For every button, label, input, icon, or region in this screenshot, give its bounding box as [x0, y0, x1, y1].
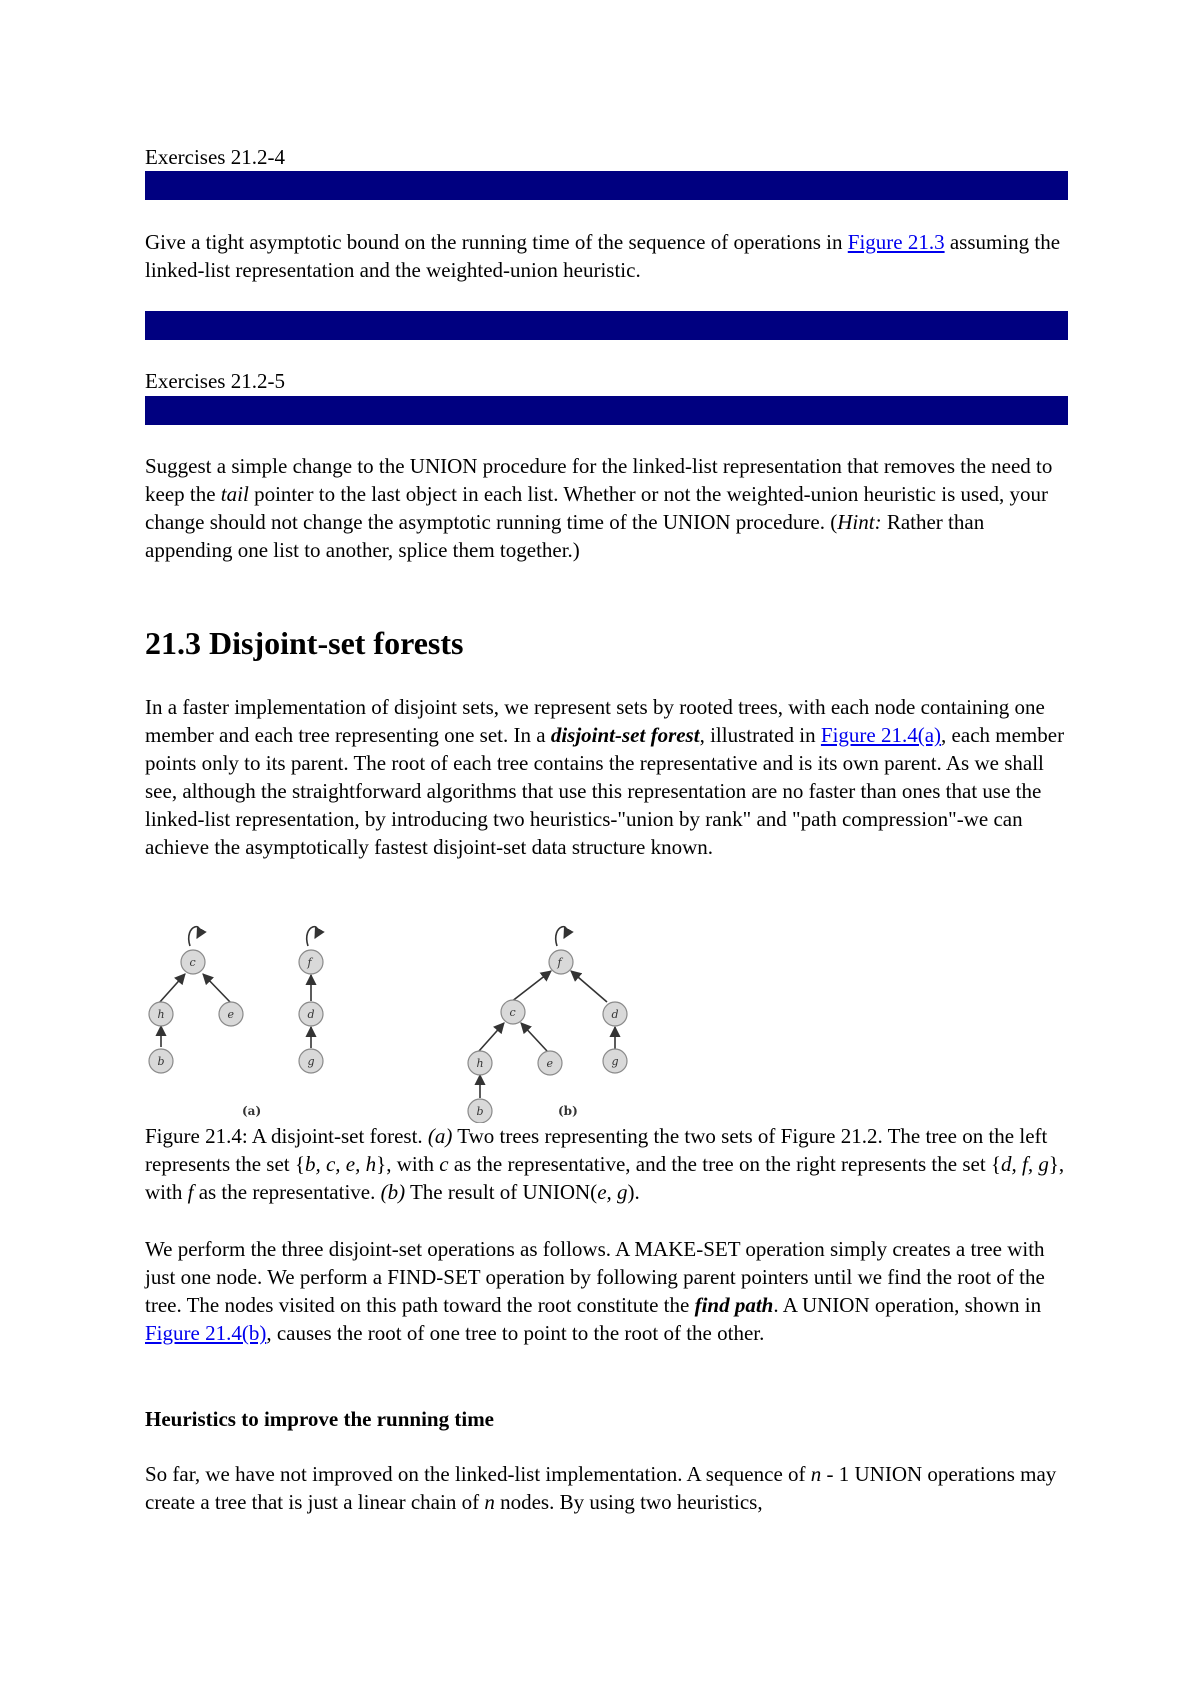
edge-c-f: [511, 971, 551, 1002]
node-c: [501, 1000, 525, 1024]
node-e: [219, 1002, 243, 1026]
node-f: [299, 950, 323, 974]
node-g: [603, 1049, 627, 1073]
node-f: [549, 950, 573, 974]
svg-text:c: c: [509, 1006, 516, 1019]
disjoint-set-forest-figure: [145, 908, 665, 1123]
node-g: [299, 1049, 323, 1073]
edge-h-c: [159, 974, 185, 1003]
self-loop-f: [307, 927, 318, 946]
node-d: [603, 1002, 627, 1026]
figure-21-3-link[interactable]: Figure 21.3: [847, 230, 945, 254]
figure-21-4a-link[interactable]: Figure 21.4(a): [820, 723, 942, 747]
self-loop-c: [189, 927, 200, 946]
svg-text:f: f: [307, 956, 312, 969]
svg-text:g: g: [611, 1055, 619, 1068]
node-b: [468, 1099, 492, 1123]
exercise-title-21-2-5: Exercises 21.2-5: [145, 369, 285, 393]
node-h: [149, 1002, 173, 1026]
edge-e-c-b: [521, 1023, 547, 1051]
figure-caption: Figure 21.4: A disjoint-set forest. (a) Two trees representing the two sets of Figure 21.2. The tree on the left represents the set {b, c, e, h}, with c as the representative, and the tree on the right represents the set {d, f, g}, with f as the representative. (b) The result of UNION(e, g).: [145, 1124, 1065, 1204]
figure-label-b: (b): [558, 1104, 578, 1118]
svg-text:f: f: [557, 956, 562, 969]
svg-text:e: e: [227, 1008, 235, 1021]
svg-text:h: h: [157, 1008, 165, 1021]
forest-diagram: [145, 908, 665, 1123]
section-heading: 21.3 Disjoint-set forests: [145, 625, 464, 661]
svg-text:d: d: [307, 1008, 315, 1021]
node-e: [538, 1051, 562, 1075]
svg-text:b: b: [157, 1055, 165, 1068]
figure-21-4b-link[interactable]: Figure 21.4(b): [145, 1321, 267, 1345]
node-b: [149, 1049, 173, 1073]
edge-h-c-b: [479, 1023, 504, 1051]
svg-text:g: g: [307, 1055, 315, 1068]
edge-e-c: [203, 974, 231, 1003]
node-c: [181, 950, 205, 974]
heuristics-heading: Heuristics to improve the running time: [145, 1407, 495, 1431]
figure-label-a: (a): [242, 1104, 262, 1118]
svg-text:c: c: [189, 956, 196, 969]
exercise-21-2-4-text: Give a tight asymptotic bound on the running time of the sequence of operations in Figure 21.3 assuming the linked-list representation and the weighted-union heuristic.: [145, 230, 1061, 282]
operations-paragraph: We perform the three disjoint-set operations as follows. A MAKE-SET operation simply creates a tree with just one node. We perform a FIND-SET operation by following parent pointers until we find the root of the tree. The nodes visited on this path toward the root constitute the find path. A UNION operation, shown in Figure 21.4(b), causes the root of one tree to point to the root of the other.: [145, 1237, 1045, 1345]
node-h: [468, 1051, 492, 1075]
section-intro-paragraph: In a faster implementation of disjoint sets, we represent sets by rooted trees, with each node containing one member and each tree representing one set. In a disjoint-set forest, illustrated in Figure 21.4(a), each member points only to its parent. The root of each tree contains the representative and is its own parent. As we shall see, although the straightforward algorithms that use this representation are no faster than ones that use the linked-list representation, by introducing two heuristics-"union by rank" and "path compression"-we can achieve the asymptotically fastest disjoint-set data structure known.: [145, 695, 1065, 859]
node-d: [299, 1002, 323, 1026]
svg-text:d: d: [611, 1008, 619, 1021]
exercise-title-21-2-4: Exercises 21.2-4: [145, 145, 285, 169]
svg-text:b: b: [476, 1105, 484, 1118]
exercise-21-2-5-text: Suggest a simple change to the UNION procedure for the linked-list representation that removes the need to keep the tail pointer to the last object in each list. Whether or not the weighted-union heuristic is used, your change should not change the asymptotic running time of the UNION procedure. (Hint: Rather than appending one list to another, splice them together.): [145, 454, 1053, 562]
exercise-header-bar: [145, 171, 1068, 200]
heuristics-paragraph: So far, we have not improved on the linked-list implementation. A sequence of n - 1 UNION operations may create a tree that is just a linear chain of n nodes. By using two heuristics,: [145, 1462, 1057, 1514]
svg-text:h: h: [476, 1057, 484, 1070]
svg-text:e: e: [546, 1057, 554, 1070]
exercise-header-bar: [145, 396, 1068, 425]
self-loop-f-b: [556, 927, 567, 946]
exercise-footer-bar: [145, 311, 1068, 340]
edge-d-f-b: [571, 971, 607, 1002]
